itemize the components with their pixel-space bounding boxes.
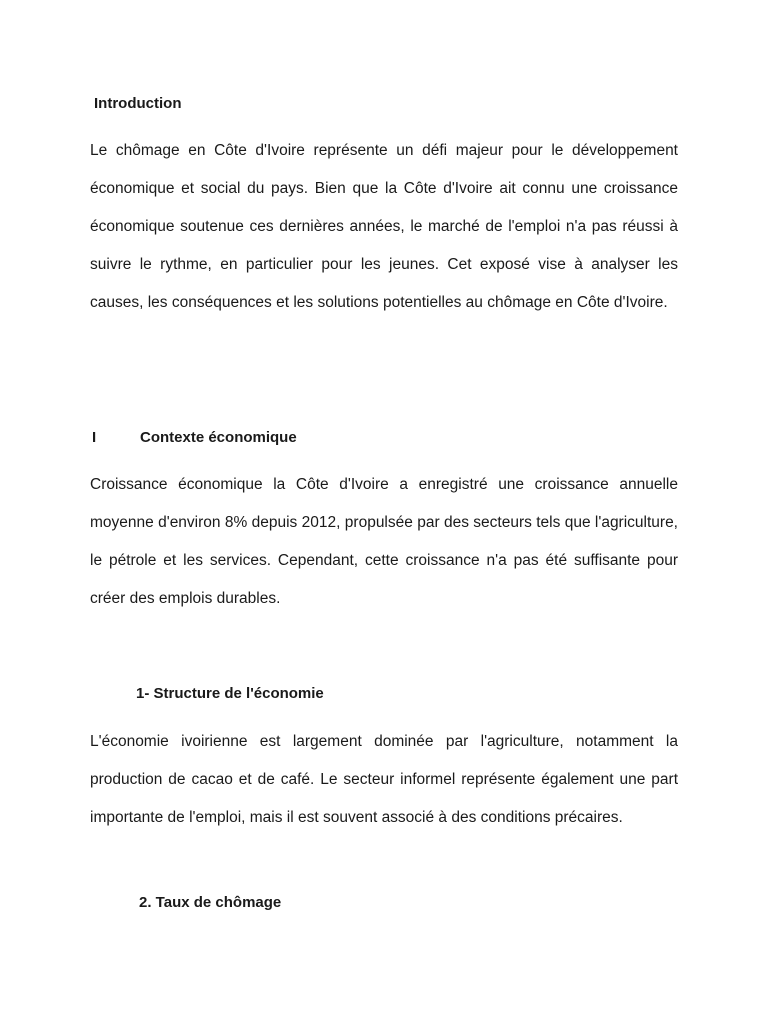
section-heading-contexte: Contexte économique [140,429,297,446]
structure-paragraph: L'économie ivoirienne est largement dominée par l'agriculture, notamment la production de cacao et de café. Le secteur informel représente également une part importante de l'emploi, mais il est souvent associé à des conditions précaires. [90,733,678,826]
subsection-heading-structure: 1- Structure de l'économie [136,685,324,702]
section-number: I [92,429,97,446]
introduction-paragraph: Le chômage en Côte d'Ivoire représente un défi majeur pour le développement économique et social du pays. Bien que la Côte d'Ivoire ait connu une croissance économique soutenue ces dernières années, le marché de l'emploi n'a pas réussi à suivre le rythme, en particulier pour les jeunes. Cet exposé vise à analyser les causes, les conséquences et les solutions potentielles au chômage en Côte d'Ivoire. [90,142,678,311]
contexte-paragraph: Croissance économique la Côte d'Ivoire a enregistré une croissance annuelle moyenne d'environ 8% depuis 2012, propulsée par des secteurs tels que l'agriculture, le pétrole et les services. Cependant, cette croissance n'a pas été suffisante pour créer des emplois durables. [90,476,678,607]
introduction-heading: Introduction [94,95,182,112]
subsection-heading-taux: 2. Taux de chômage [139,894,282,911]
